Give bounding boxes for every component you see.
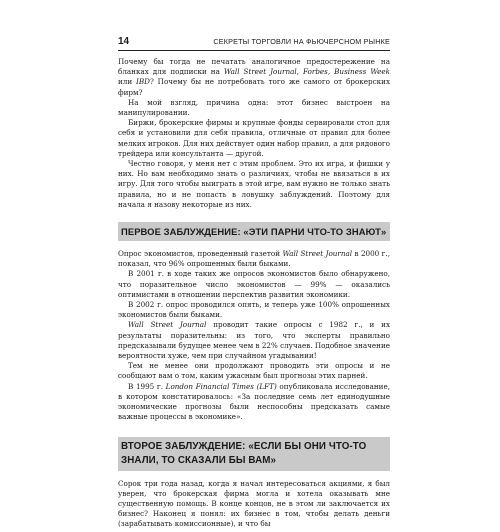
publication-names: Wall Street Journal, Forbes, Business Week: [223, 67, 390, 77]
section1-paragraph-3: В 2002 г. опрос проводился опять, и теперь уже 100% опрошенных экономистов были быками.: [118, 300, 390, 320]
section1-paragraph-5: Тем не менее они продолжают проводить эти опросы и не сообщают вам о том, каким ужасным был прогнозы этих парней.: [118, 361, 390, 381]
section-heading-second-fallacy: ВТОРОЕ ЗАБЛУЖДЕНИЕ: «ЕСЛИ БЫ ОНИ ЧТО-ТО ЗНАЛИ, ТО СКАЗАЛИ БЫ ВАМ»: [118, 437, 390, 471]
intro-paragraph-1: Почему бы тогда не печатать аналогичное предостережение на бланках для подписки на Wall Street Journal, Forbes, Business Week или IBD? Почему бы не потребовать того же самого от брокерских фирм?: [118, 57, 390, 97]
section1-paragraph-1: Опрос экономистов, проведенный газетой Wall Street Journal в 2000 г., показал, что 96% опрошенных были быками.: [118, 249, 391, 269]
intro-paragraph-2: На мой взгляд, причина одна: этот бизнес выстроен на манипулировании.: [118, 97, 390, 118]
section-heading-first-fallacy: ПЕРВОЕ ЗАБЛУЖДЕНИЕ: «ЭТИ ПАРНИ ЧТО-ТО ЗНАЮТ»: [118, 222, 390, 241]
section2-paragraph-1: Сорок три года назад, когда я начал интересоваться акциями, я был уверен, что брокерская фирма могла и хотела оказывать мне существенную помощь. В конце концов, не в этом ли заключается их бизнес? Наконец я понял: их бизнес в том, чтобы делать деньги (зарабатывать комиссионные), и что бы: [118, 478, 390, 529]
intro-paragraph-3: Биржи, брокерские фирмы и крупные фонды сервировали стол для себя и установили для себя правила, отличные от правил для более мелких игроков. Для них действует один набор правил, а для рядового трейдера или консультанта — другой.: [118, 118, 390, 158]
running-header: [118, 36, 390, 51]
section1-paragraph-4: Wall Street Journal проводит такие опросы с 1982 г., и их результаты поразительны: из того, что эксперты правильно предсказывали будущее менее чем в 22% случаев. Подобное значение вероятности хуже, чем при случайном угадывании!: [118, 320, 390, 361]
running-title: СЕКРЕТЫ ТОРГОВЛИ НА ФЬЮЧЕРСНОМ РЫНКЕ: [213, 37, 390, 46]
page-number: 14: [118, 36, 130, 47]
page-body: [118, 57, 390, 530]
section1-paragraph-6: В 1995 г. London Financial Times (LFT) опубликовала исследование, в котором констатировалось: «За последние семь лет единодушные экономические прогнозы были неспособны предсказать самые важные процессы в экономике».: [118, 381, 391, 422]
intro-paragraph-4: Честно говоря, у меня нет с этим проблем. Это их игра, и фишки у них. Но вам необходимо знать о различиях, чтобы не ввязаться в их игру. Для того чтобы выиграть в этой игре, вам нужно не только знать правила, но и не попасть в ловушку заблуждений. Поэтому для начала я назову некоторые из них.: [118, 159, 390, 209]
section1-paragraph-2: В 2001 г. в ходе таких же опросов экономистов было обнаружено, что поразительное число экономистов — 99% — оказались оптимистами в отношении перспектив развития экономики.: [118, 269, 390, 299]
publication-ibd: IBD: [136, 77, 150, 87]
